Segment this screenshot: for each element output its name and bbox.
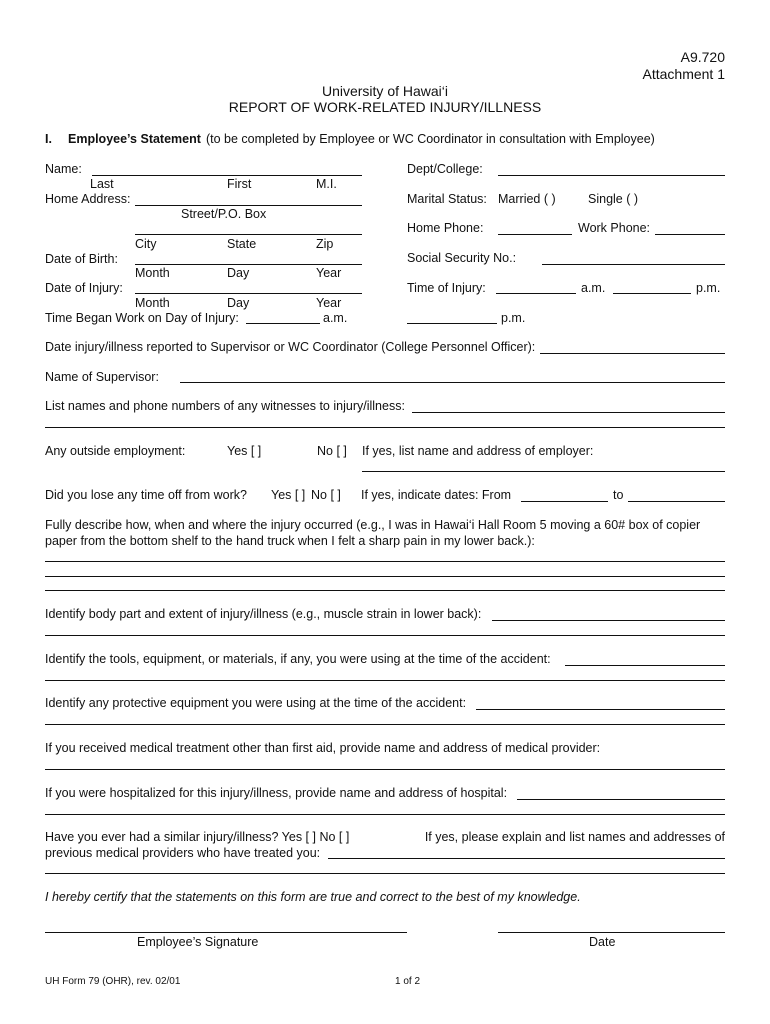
similar-if-yes: If yes, please explain and list names and addresses of — [424, 830, 725, 844]
hospital-question: If you were hospitalized for this injury/illness, provide name and address of hospital: — [45, 786, 508, 800]
state-caption: State — [227, 237, 257, 251]
work-phone-label: Work Phone: — [578, 221, 651, 235]
describe-line-3[interactable] — [45, 590, 725, 591]
doi-month-caption: Month — [135, 296, 170, 310]
date-line[interactable] — [498, 932, 725, 933]
witnesses-line-2[interactable] — [45, 427, 725, 428]
outside-question: Any outside employment: — [45, 444, 186, 458]
witnesses-question: List names and phone numbers of any witnesses to injury/illness: — [45, 399, 405, 413]
section-number: I. — [45, 132, 52, 146]
home-phone-line[interactable] — [498, 234, 572, 235]
married-option[interactable]: Married ( ) — [498, 192, 556, 206]
describe-question-line-1: Fully describe how, when and where the injury occurred (e.g., I was in Hawai‘i Hall Room 5 moving a 60# box of copier — [45, 518, 701, 532]
describe-question-line-2: paper from the bottom shelf to the hand truck when I felt a sharp pain in my lower back.): — [45, 534, 535, 548]
city-caption: City — [135, 237, 157, 251]
outside-no-checkbox[interactable]: No [ ] — [317, 444, 347, 458]
hospital-line-2[interactable] — [45, 814, 725, 815]
time-injury-am: a.m. — [581, 281, 606, 295]
time-began-am: a.m. — [323, 311, 348, 325]
form-id: UH Form 79 (OHR), rev. 02/01 — [45, 976, 181, 987]
first-caption: First — [227, 177, 252, 191]
dob-line[interactable] — [135, 264, 362, 265]
dept-label: Dept/College: — [407, 162, 483, 176]
dob-day-caption: Day — [227, 266, 250, 280]
street-caption: Street/P.O. Box — [181, 207, 267, 221]
similar-line-2[interactable] — [45, 873, 725, 874]
city-state-zip-line[interactable] — [135, 234, 362, 235]
time-off-yes-checkbox[interactable]: Yes [ ] — [271, 488, 306, 502]
protective-question: Identify any protective equipment you were using at the time of the accident: — [45, 696, 467, 710]
time-began-label: Time Began Work on Day of Injury: — [45, 311, 239, 325]
ssn-label: Social Security No.: — [407, 251, 517, 265]
section-title: Employee’s Statement — [68, 132, 201, 146]
dob-month-caption: Month — [135, 266, 170, 280]
doi-label: Date of Injury: — [45, 281, 123, 295]
marital-label: Marital Status: — [407, 192, 487, 206]
work-phone-line[interactable] — [655, 234, 725, 235]
street-line[interactable] — [135, 205, 362, 206]
name-label: Name: — [45, 162, 82, 176]
certification-statement: I hereby certify that the statements on this form are true and correct to the best of my knowledge. — [45, 890, 581, 904]
dob-year-caption: Year — [316, 266, 342, 280]
name-line[interactable] — [92, 175, 362, 176]
body-part-line-1[interactable] — [492, 620, 725, 621]
time-began-line[interactable] — [246, 323, 320, 324]
tools-line-2[interactable] — [45, 680, 725, 681]
doi-day-caption: Day — [227, 296, 250, 310]
last-caption: Last — [90, 177, 114, 191]
reported-line[interactable] — [540, 353, 725, 354]
similar-question-line-2: previous medical providers who have treated you: — [45, 846, 321, 860]
university-name: University of Hawai‘i — [321, 83, 449, 99]
witnesses-line-1[interactable] — [412, 412, 725, 413]
time-injury-label: Time of Injury: — [407, 281, 486, 295]
reported-question: Date injury/illness reported to Supervisor or WC Coordinator (College Personnel Officer): — [45, 340, 536, 354]
to-date-line[interactable] — [628, 501, 725, 502]
outside-if-yes: If yes, list name and address of employer: — [362, 444, 594, 458]
similar-question[interactable]: Have you ever had a similar injury/illness? Yes [ ] No [ ] — [45, 830, 350, 844]
time-off-no-checkbox[interactable]: No [ ] — [311, 488, 341, 502]
describe-line-1[interactable] — [45, 561, 725, 562]
protective-line-1[interactable] — [476, 709, 725, 710]
protective-line-2[interactable] — [45, 724, 725, 725]
medical-line[interactable] — [45, 769, 725, 770]
supervisor-question: Name of Supervisor: — [45, 370, 159, 384]
report-title: REPORT OF WORK-RELATED INJURY/ILLNESS — [228, 99, 542, 115]
zip-caption: Zip — [316, 237, 334, 251]
dept-line[interactable] — [498, 175, 725, 176]
attachment-label: Attachment 1 — [642, 66, 725, 82]
ssn-line[interactable] — [542, 264, 725, 265]
time-off-if-yes: If yes, indicate dates: From — [361, 488, 512, 502]
tools-question: Identify the tools, equipment, or materials, if any, you were using at the time of the accident: — [45, 652, 551, 666]
doi-line[interactable] — [135, 293, 362, 294]
time-off-question: Did you lose any time off from work? — [45, 488, 247, 502]
form-code: A9.720 — [680, 49, 725, 65]
signature-caption: Employee’s Signature — [137, 935, 259, 949]
describe-line-2[interactable] — [45, 576, 725, 577]
home-address-label: Home Address: — [45, 192, 131, 206]
body-part-question: Identify body part and extent of injury/illness (e.g., muscle strain in lower back): — [45, 607, 482, 621]
time-injury-pm-line[interactable] — [613, 293, 691, 294]
supervisor-line[interactable] — [180, 382, 725, 383]
signature-line[interactable] — [45, 932, 407, 933]
mi-caption: M.I. — [316, 177, 337, 191]
similar-line-1[interactable] — [328, 858, 725, 859]
from-date-line[interactable] — [521, 501, 608, 502]
hospital-line-1[interactable] — [517, 799, 725, 800]
page-number: 1 of 2 — [395, 976, 421, 987]
time-began-pm: p.m. — [501, 311, 526, 325]
time-injury-pm: p.m. — [696, 281, 721, 295]
to-label: to — [613, 488, 624, 502]
date-caption: Date — [589, 935, 616, 949]
outside-yes-checkbox[interactable]: Yes [ ] — [227, 444, 262, 458]
dob-label: Date of Birth: — [45, 252, 118, 266]
single-option[interactable]: Single ( ) — [588, 192, 639, 206]
employer-line[interactable] — [362, 471, 725, 472]
tools-line-1[interactable] — [565, 665, 725, 666]
home-phone-label: Home Phone: — [407, 221, 484, 235]
doi-year-caption: Year — [316, 296, 342, 310]
medical-question: If you received medical treatment other than first aid, provide name and address of medical provider: — [45, 741, 601, 755]
time-began-pm-line[interactable] — [407, 323, 497, 324]
body-part-line-2[interactable] — [45, 635, 725, 636]
section-subtitle: (to be completed by Employee or WC Coordinator in consultation with Employee) — [206, 132, 655, 146]
time-injury-am-line[interactable] — [496, 293, 576, 294]
